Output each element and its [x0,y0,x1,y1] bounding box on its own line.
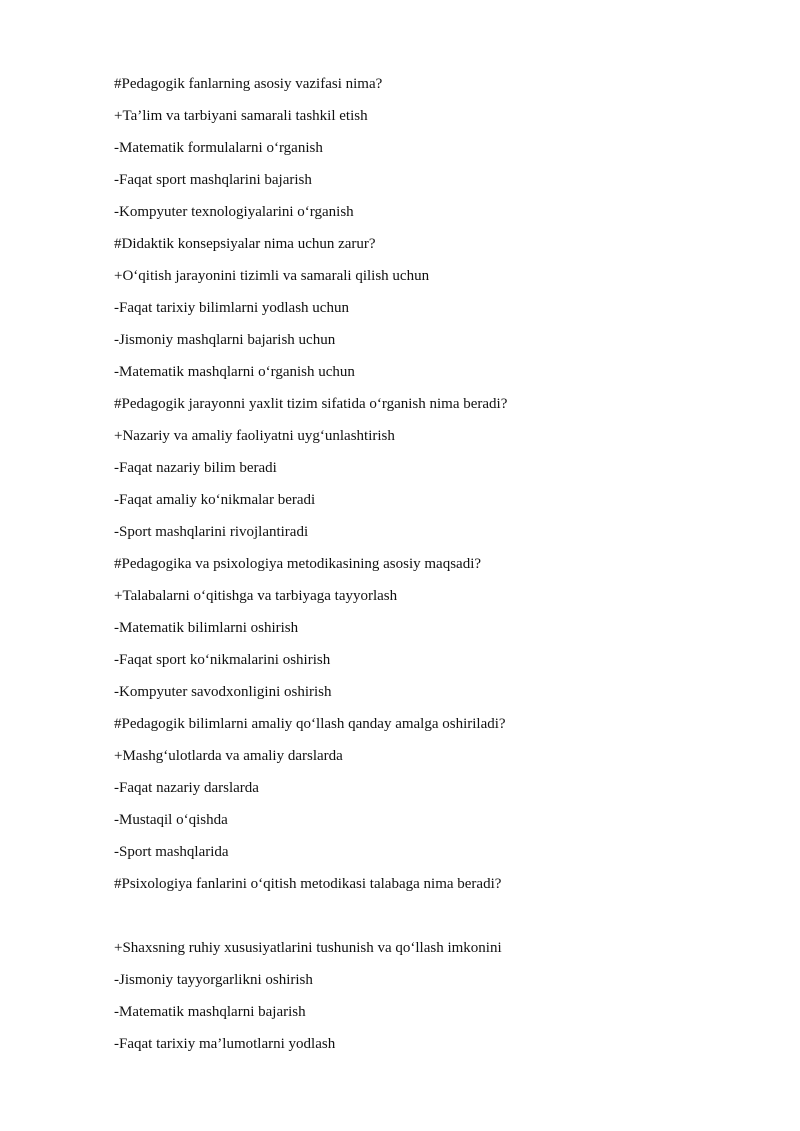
wrong-answer-line: -Sport mashqlarida [114,844,229,860]
question-list [114,74,507,1066]
question-line: #Didaktik konsepsiyalar nima uchun zarur? [114,236,376,252]
correct-answer-line: +Nazariy va amaliy faoliyatni uyg‘unlashtirish [114,428,395,444]
correct-answer-line: +Ta’lim va tarbiyani samarali tashkil etish [114,108,368,124]
wrong-answer-line: -Mustaqil o‘qishda [114,812,228,828]
wrong-answer-line: -Faqat amaliy ko‘nikmalar beradi [114,492,316,508]
question-line: #Pedagogik bilimlarni amaliy qo‘llash qanday amalga oshiriladi? [114,716,506,732]
question-line: #Psixologiya fanlarini o‘qitish metodikasi talabaga nima beradi? [114,876,502,892]
question-line: #Pedagogika va psixologiya metodikasining asosiy maqsadi? [114,556,482,572]
wrong-answer-line: -Kompyuter texnologiyalarini o‘rganish [114,204,354,220]
correct-answer-line: +Shaxsning ruhiy xususiyatlarini tushunish va qo‘llash imkonini [114,940,502,956]
wrong-answer-line: -Faqat sport ko‘nikmalarini oshirish [114,652,331,668]
correct-answer-line: +O‘qitish jarayonini tizimli va samarali qilish uchun [114,268,430,284]
wrong-answer-line: -Faqat nazariy darslarda [114,780,259,796]
wrong-answer-line: -Faqat nazariy bilim beradi [114,460,277,476]
wrong-answer-line: -Jismoniy tayyorgarlikni oshirish [114,972,313,988]
wrong-answer-line: -Jismoniy mashqlarni bajarish uchun [114,332,336,348]
question-line: #Pedagogik jarayonni yaxlit tizim sifatida o‘rganish nima beradi? [114,396,508,412]
wrong-answer-line: -Kompyuter savodxonligini oshirish [114,684,332,700]
wrong-answer-line: -Sport mashqlarini rivojlantiradi [114,524,309,540]
wrong-answer-line: -Faqat tarixiy bilimlarni yodlash uchun [114,300,349,316]
correct-answer-line: +Mashg‘ulotlarda va amaliy darslarda [114,748,343,764]
wrong-answer-line: -Matematik mashqlarni o‘rganish uchun [114,364,355,380]
wrong-answer-line: -Faqat sport mashqlarini bajarish [114,172,312,188]
wrong-answer-line: -Matematik mashqlarni bajarish [114,1004,306,1020]
wrong-answer-line: -Matematik formulalarni o‘rganish [114,140,323,156]
wrong-answer-line: -Matematik bilimlarni oshirish [114,620,299,636]
correct-answer-line: +Talabalarni o‘qitishga va tarbiyaga tayyorlash [114,588,398,604]
question-line: #Pedagogik fanlarning asosiy vazifasi nima? [114,76,383,92]
wrong-answer-line: -Faqat tarixiy ma’lumotlarni yodlash [114,1036,336,1052]
